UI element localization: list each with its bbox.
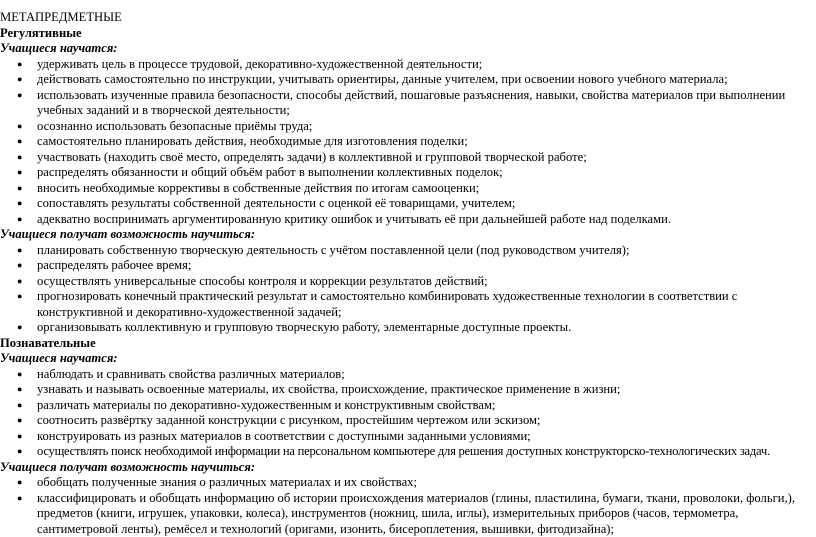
list-item: ● осознанно использовать безопасные приёмы труда; [0, 119, 812, 135]
list-item: ● конструировать из разных материалов в соответствии с доступными заданными условиями; [0, 429, 812, 445]
bullet-icon: ● [17, 258, 22, 274]
bullet-icon: ● [17, 134, 22, 150]
list-item: ● соотносить развёртку заданной конструкции с рисунком, простейшим чертежом или эскизом; [0, 413, 812, 429]
list-item: ● самостоятельно планировать действия, необходимые для изготовления поделки; [0, 134, 812, 150]
bullet-icon: ● [17, 274, 22, 290]
bullet-icon: ● [17, 398, 22, 414]
bullet-icon: ● [17, 165, 22, 181]
bullet-list [0, 57, 812, 228]
list-item: ● осуществлять поиск необходимой информации на персональном компьютере для решения доступных конструкторско-технологических задач. [0, 444, 812, 460]
list-item: ● различать материалы по декоративно-художественным и конструктивным свойствам; [0, 398, 812, 414]
list-item: ● сопоставлять результаты собственной деятельности с оценкой её товарищами, учителем; [0, 196, 812, 212]
list-item: ● распределять рабочее время; [0, 258, 812, 274]
list-item: ● распределять обязанности и общий объём работ в выполнении коллективных поделок; [0, 165, 812, 181]
bullet-icon: ● [17, 72, 22, 88]
list-item: ● использовать изученные правила безопасности, способы действий, пошаговые разъяснения, навыки, свойства материалов при выполнении учебных заданий и в творческой деятельности; [0, 88, 812, 119]
bullet-icon: ● [17, 413, 22, 429]
list-item: ● наблюдать и сравнивать свойства различных материалов; [0, 367, 812, 383]
bullet-icon: ● [17, 243, 22, 259]
bullet-icon: ● [17, 429, 22, 445]
list-item: ● обобщать полученные знания о различных материалах и их свойствах; [0, 475, 812, 491]
group-subheading: Учащиеся научатся: [0, 351, 812, 367]
bullet-list [0, 367, 812, 460]
bullet-icon: ● [17, 181, 22, 197]
bullet-icon: ● [17, 367, 22, 383]
list-item: ● осуществлять универсальные способы контроля и коррекции результатов действий; [0, 274, 812, 290]
bullet-icon: ● [17, 475, 22, 491]
list-item: ● прогнозировать конечный практический результат и самостоятельно комбинировать художественные технологии в соответствии с конструктивной и декоративно-художественной задачей; [0, 289, 812, 320]
list-item: ● планировать собственную творческую деятельность с учётом поставленной цели (под руководством учителя); [0, 243, 812, 259]
list-item: ● классифицировать и обобщать информацию об истории происхождения материалов (глины, пластилина, бумаги, ткани, проволоки, фольги,), предметов (книги, игрушек, упаковки, колеса), инструментов (ножниц, шила, иглы), измерительных приборов (часов, термометра, сантиметровой ленты), ремёсел и технологий (оригами, изонить, бисероплетения, вышивки, фитодизайна); [0, 491, 812, 537]
list-item: ● участвовать (находить своё место, определять задачи) в коллективной и групповой творческой работе; [0, 150, 812, 166]
section-heading-cognitive: Познавательные [0, 336, 812, 352]
bullet-icon: ● [17, 119, 22, 135]
bullet-icon: ● [17, 491, 22, 507]
bullet-icon: ● [17, 320, 22, 336]
list-item: ● вносить необходимые коррективы в собственные действия по итогам самооценки; [0, 181, 812, 197]
bullet-list [0, 475, 812, 537]
list-item: ● удерживать цель в процессе трудовой, декоративно-художественной деятельности; [0, 57, 812, 73]
document-title: МЕТАПРЕДМЕТНЫЕ [0, 10, 812, 26]
bullet-icon: ● [17, 150, 22, 166]
list-item: ● адекватно воспринимать аргументированную критику ошибок и учитывать её при дальнейшей работе над поделками. [0, 212, 812, 228]
group-subheading: Учащиеся получат возможность научиться: [0, 227, 812, 243]
list-item: ● организовывать коллективную и групповую творческую работу, элементарные доступные проекты. [0, 320, 812, 336]
bullet-icon: ● [17, 88, 22, 104]
bullet-icon: ● [17, 444, 22, 460]
group-subheading: Учащиеся получат возможность научиться: [0, 460, 812, 476]
list-item: ● действовать самостоятельно по инструкции, учитывать ориентиры, данные учителем, при освоении нового учебного материала; [0, 72, 812, 88]
section-heading-regulatory: Регулятивные [0, 26, 812, 42]
bullet-icon: ● [17, 289, 22, 305]
bullet-icon: ● [17, 212, 22, 228]
list-item: ● узнавать и называть освоенные материалы, их свойства, происхождение, практическое применение в жизни; [0, 382, 812, 398]
bullet-icon: ● [17, 57, 22, 73]
group-subheading: Учащиеся научатся: [0, 41, 812, 57]
bullet-list [0, 243, 812, 336]
bullet-icon: ● [17, 382, 22, 398]
document [0, 10, 812, 537]
bullet-icon: ● [17, 196, 22, 212]
